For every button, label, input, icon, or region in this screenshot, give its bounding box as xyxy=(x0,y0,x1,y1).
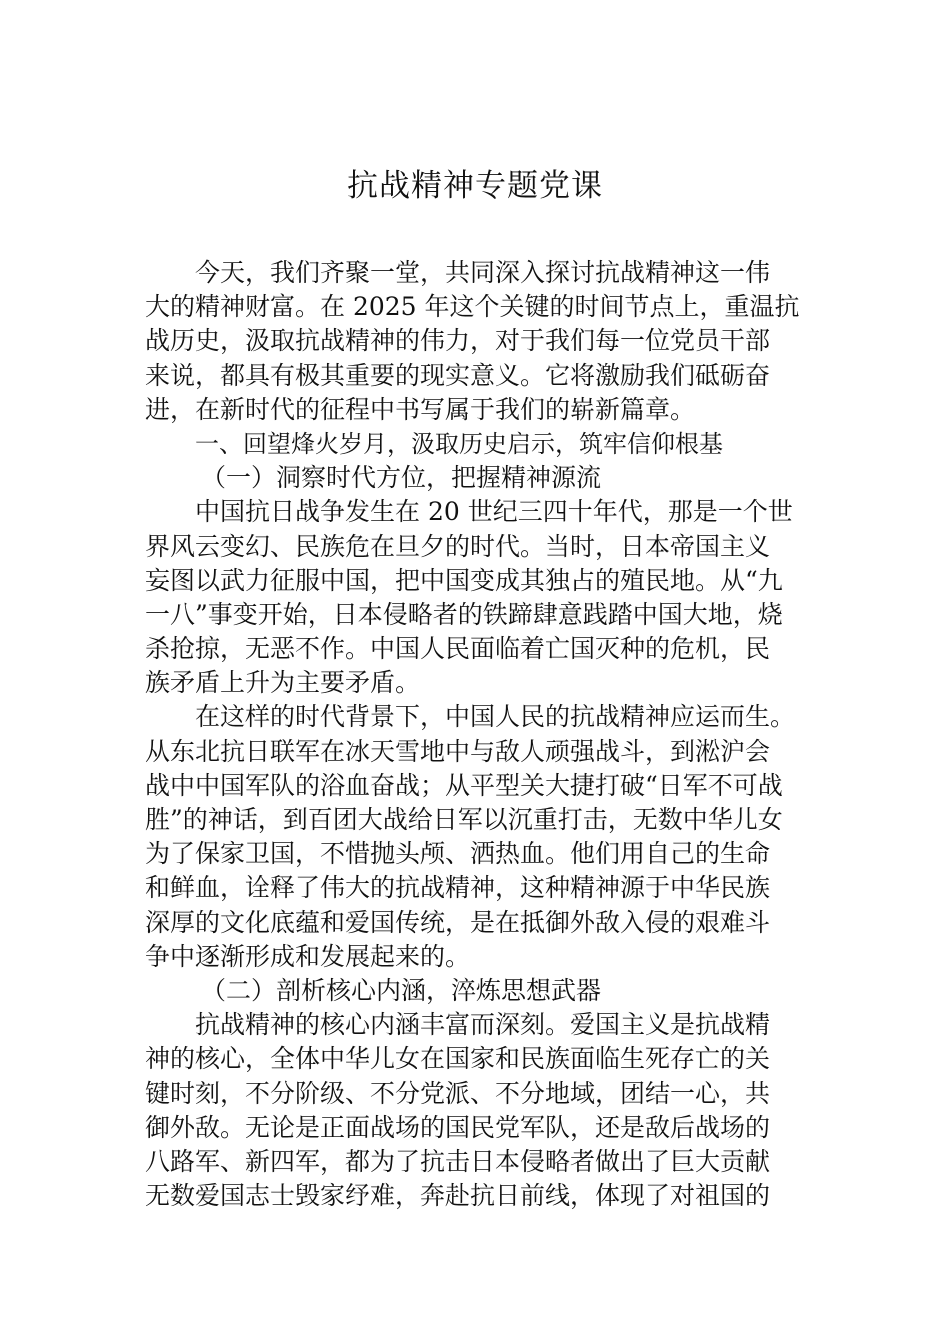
paragraph-line: 御外敌。无论是正面战场的国民党军队，还是敌后战场的 xyxy=(145,1112,771,1142)
paragraph-line: 和鲜血，诠释了伟大的抗战精神，这种精神源于中华民族 xyxy=(145,873,771,903)
page-title: 抗战精神专题党课 xyxy=(347,168,603,204)
subsection-heading: （一）洞察时代方位，把握精神源流 xyxy=(201,463,602,493)
paragraph-line: 今天，我们齐聚一堂，共同深入探讨抗战精神这一伟 xyxy=(195,258,771,287)
section-heading: 一、回望烽火岁月，汲取历史启示，筑牢信仰根基 xyxy=(195,429,723,458)
paragraph-line: 争中逐渐形成和发展起来的。 xyxy=(145,941,471,971)
paragraph-line: 族矛盾上升为主要矛盾。 xyxy=(145,668,421,698)
paragraph-line: 中国抗日战争发生在 20 世纪三四十年代，那是一个世 xyxy=(195,497,793,527)
paragraph-line: 战中中国军队的浴血奋战；从平型关大捷打破“日军不可战 xyxy=(145,770,783,800)
paragraph-line: 从东北抗日联军在冰天雪地中与敌人顽强战斗，到淞沪会 xyxy=(145,736,771,766)
paragraph-line: 八路军、新四军，都为了抗击日本侵略者做出了巨大贡献 xyxy=(145,1146,771,1176)
document-body xyxy=(145,256,809,1213)
paragraph-line: 战历史，汲取抗战精神的伟力，对于我们每一位党员干部 xyxy=(145,326,771,356)
paragraph-line: 神的核心，全体中华儿女在国家和民族面临生死存亡的关 xyxy=(145,1044,771,1074)
paragraph-line: 在这样的时代背景下，中国人民的抗战精神应运而生。 xyxy=(195,702,796,732)
paragraph-line: 深厚的文化底蕴和爱国传统，是在抵御外敌入侵的艰难斗 xyxy=(145,907,771,937)
paragraph-line: 无数爱国志士毁家纾难，奔赴抗日前线，体现了对祖国的 xyxy=(145,1181,771,1211)
subsection-heading: （二）剖析核心内涵，淬炼思想武器 xyxy=(201,975,602,1005)
paragraph-line: 大的精神财富。在 2025 年这个关键的时间节点上，重温抗 xyxy=(145,292,800,322)
paragraph-line: 抗战精神的核心内涵丰富而深刻。爱国主义是抗战精 xyxy=(195,1010,771,1040)
paragraph-line: 界风云变幻、民族危在旦夕的时代。当时，日本帝国主义 xyxy=(145,531,771,561)
paragraph-line: 键时刻，不分阶级、不分党派、不分地域，团结一心，共 xyxy=(145,1078,771,1108)
paragraph-line: 为了保家卫国，不惜抛头颅、洒热血。他们用自己的生命 xyxy=(145,839,771,869)
paragraph-line: 妄图以武力征服中国，把中国变成其独占的殖民地。从“九 xyxy=(145,565,783,595)
paragraph-line: 胜”的神话，到百团大战给日军以沉重打击，无数中华儿女 xyxy=(145,805,783,834)
paragraph-line: 一八”事变开始，日本侵略者的铁蹄肆意践踏中国大地，烧 xyxy=(145,599,783,629)
paragraph-line: 杀抢掠，无恶不作。中国人民面临着亡国灭种的危机，民 xyxy=(145,634,771,664)
paragraph-line: 来说，都具有极其重要的现实意义。它将激励我们砥砺奋 xyxy=(145,360,771,390)
paragraph-line: 进，在新时代的征程中书写属于我们的崭新篇章。 xyxy=(145,394,696,424)
